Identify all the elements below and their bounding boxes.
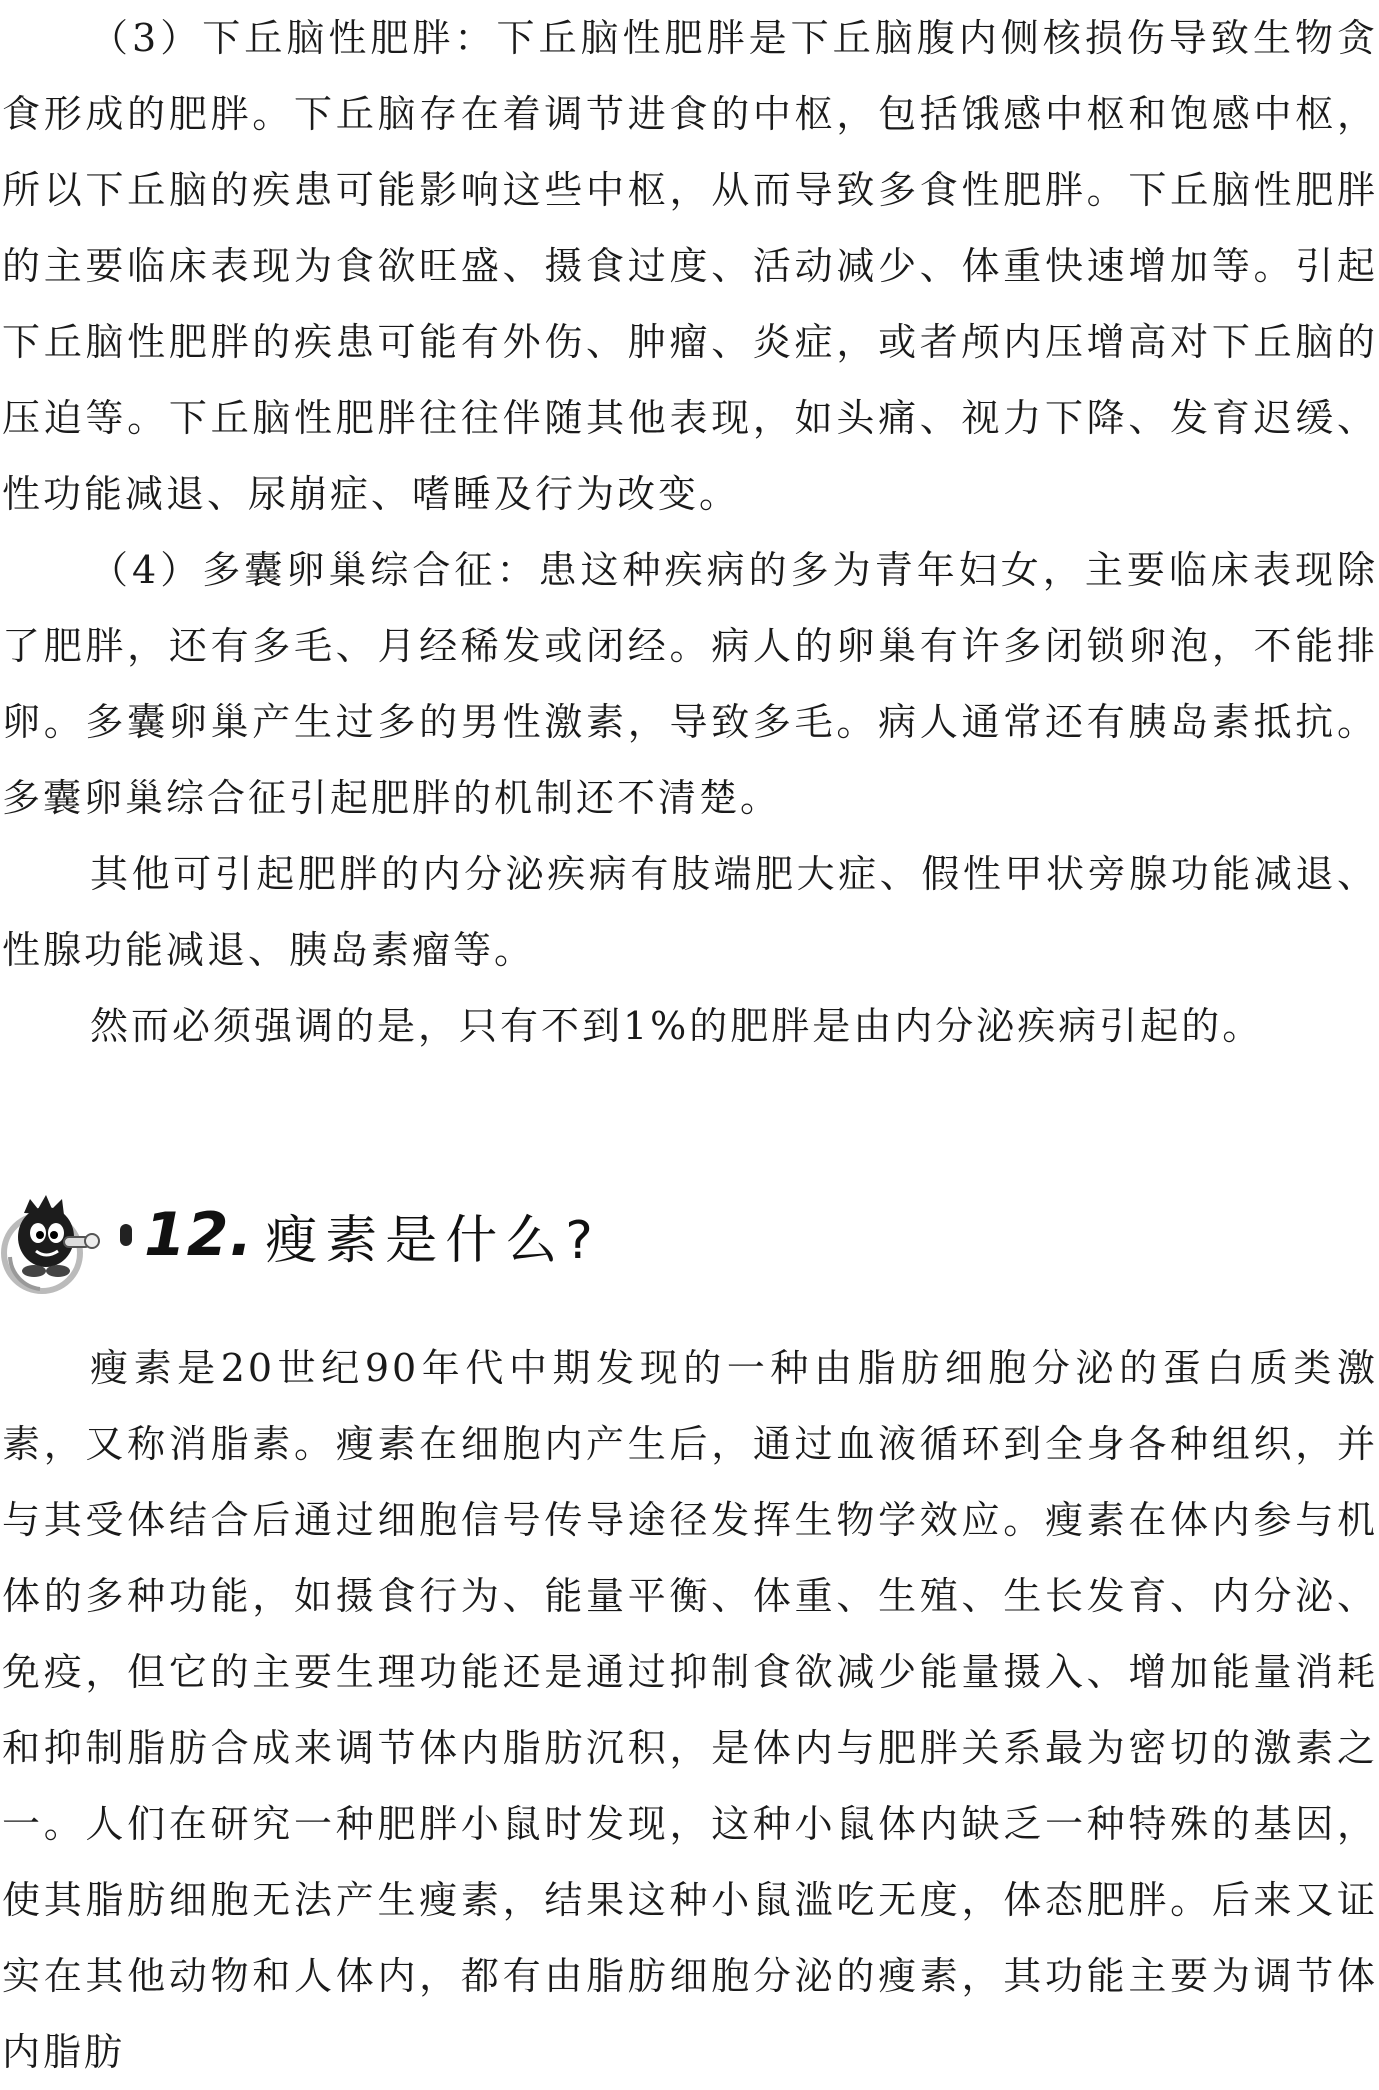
cartoon-mascot-icon — [0, 1175, 120, 1295]
bottom-text-block — [2, 1330, 1378, 2090]
section-title: 瘦素是什么? — [265, 1210, 601, 1271]
paragraph-other-endocrine: 其他可引起肥胖的内分泌疾病有肢端肥大症、假性甲状旁腺功能减退、性腺功能减退、胰岛素瘤等。 — [2, 852, 1378, 972]
paragraph-pcos: （4）多囊卵巢综合征：患这种疾病的多为青年妇女，主要临床表现除了肥胖，还有多毛、月经稀发或闭经。病人的卵巢有许多闭锁卵泡，不能排卵。多囊卵巢产生过多的男性激素，导致多毛。病人通常还有胰岛素抵抗。多囊卵巢综合征引起肥胖的机制还不清楚。 — [2, 548, 1378, 820]
section-number: 12. — [144, 1200, 254, 1270]
paragraph-hypothalamic-obesity: （3）下丘脑性肥胖：下丘脑性肥胖是下丘脑腹内侧核损伤导致生物贪食形成的肥胖。下丘脑存在着调节进食的中枢，包括饿感中枢和饱感中枢，所以下丘脑的疾患可能影响这些中枢，从而导致多食性肥胖。下丘脑性肥胖的主要临床表现为食欲旺盛、摄食过度、活动减少、体重快速增加等。引起下丘脑性肥胖的疾患可能有外伤、肿瘤、炎症，或者颅内压增高对下丘脑的压迫等。下丘脑性肥胖往往伴随其他表现，如头痛、视力下降、发育迟缓、性功能减退、尿崩症、嗜睡及行为改变。 — [2, 16, 1378, 516]
section-heading — [0, 1175, 700, 1295]
paragraph-leptin: 瘦素是20世纪90年代中期发现的一种由脂肪细胞分泌的蛋白质类激素，又称消脂素。瘦素在细胞内产生后，通过血液循环到全身各种组织，并与其受体结合后通过细胞信号传导途径发挥生物学效应。瘦素在体内参与机体的多种功能，如摄食行为、能量平衡、体重、生殖、生长发育、内分泌、免疫，但它的主要生理功能还是通过抑制食欲减少能量摄入、增加能量消耗和抑制脂肪合成来调节体内脂肪沉积，是体内与肥胖关系最为密切的激素之一。人们在研究一种肥胖小鼠时发现，这种小鼠体内缺乏一种特殊的基因，使其脂肪细胞无法产生瘦素，结果这种小鼠滥吃无度，体态肥胖。后来又证实在其他动物和人体内，都有由脂肪细胞分泌的瘦素，其功能主要为调节体内脂肪 — [2, 1346, 1378, 2074]
heading-bullet — [120, 1224, 132, 1246]
paragraph-emphasis: 然而必须强调的是，只有不到1%的肥胖是由内分泌疾病引起的。 — [90, 1004, 1264, 1048]
top-text-block — [2, 0, 1378, 1064]
